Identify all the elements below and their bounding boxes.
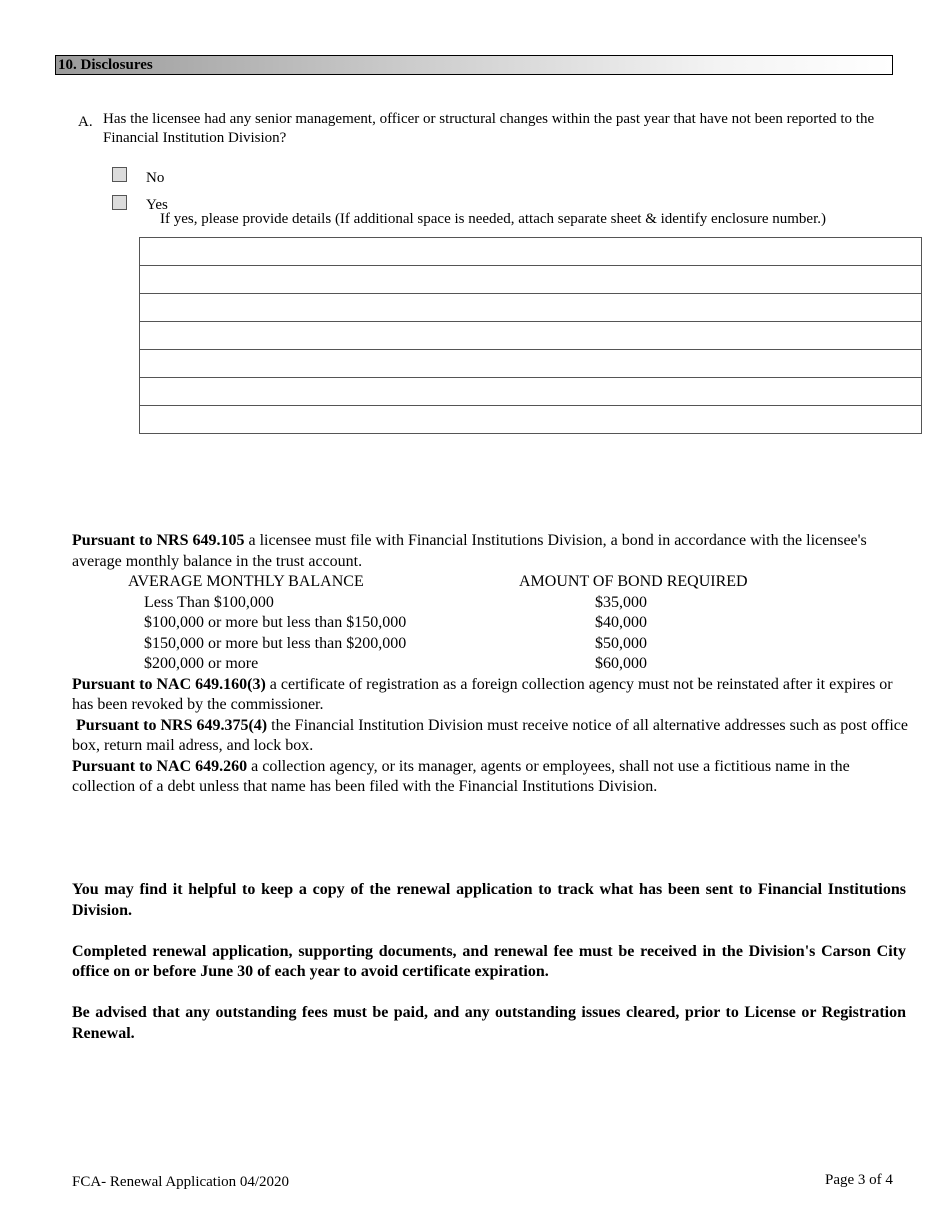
nac-649-160-paragraph: Pursuant to NAC 649.160(3) a certificate of registration as a foreign collection agency must not be reinstated after it expires or has been revoked by the commissioner. (72, 675, 893, 713)
note-outstanding-fees: Be advised that any outstanding fees must be paid, and any outstanding issues cleared, prior to License or Registration Renewal. (72, 1004, 906, 1042)
nrs-649-375-paragraph: Pursuant to NRS 649.375(4) the Financial Institution Division must receive notice of all alternative addresses such as post office box, return mail adress, and lock box. (72, 716, 908, 754)
bond-balance-cell: Less Than $100,000 (144, 593, 274, 611)
details-line[interactable] (140, 266, 921, 294)
details-line[interactable] (140, 238, 921, 266)
bond-amount-cell: $60,000 (595, 655, 647, 672)
bond-header-amount: AMOUNT OF BOND REQUIRED (519, 573, 748, 590)
page-number: Page 3 of 4 (825, 1172, 893, 1188)
yes-checkbox[interactable] (112, 195, 127, 210)
renewal-notes (72, 880, 906, 1065)
question-text: Has the licensee had any senior management, officer or structural changes within the past year that have not been reported to the Financial Institution Division? (103, 111, 875, 146)
bond-balance-cell: $150,000 or more but less than $200,000 (144, 634, 407, 652)
no-checkbox[interactable] (112, 167, 127, 182)
details-line[interactable] (140, 294, 921, 322)
details-line[interactable] (140, 350, 921, 378)
no-label: No (146, 170, 165, 186)
bond-header-balance: AVERAGE MONTHLY BALANCE (128, 573, 364, 590)
bond-amount-cell: $35,000 (595, 593, 647, 611)
bond-balance-cell: $100,000 or more but less than $150,000 (144, 614, 407, 631)
details-line[interactable] (140, 378, 921, 406)
section-title: 10. Disclosures (55, 55, 893, 75)
bond-amount-cell: $40,000 (595, 614, 647, 631)
bond-table (72, 572, 912, 675)
nrs-649-105-paragraph: Pursuant to NRS 649.105 a licensee must file with Financial Institutions Division, a bond in accordance with the licensee's average monthly balance in the trust account. (72, 532, 867, 570)
bond-balance-cell: $200,000 or more (144, 655, 259, 672)
details-line[interactable] (140, 322, 921, 350)
regulation-info (72, 531, 912, 798)
details-text-area[interactable] (139, 237, 922, 434)
note-deadline: Completed renewal application, supporting documents, and renewal fee must be received in the Division's Carson City office on or before June 30 of each year to avoid certificate expiration. (72, 942, 906, 980)
question-letter: A. (78, 114, 93, 130)
bond-amount-cell: $50,000 (595, 634, 647, 652)
details-line[interactable] (140, 406, 921, 433)
yes-detail-instruction: If yes, please provide details (If additional space is needed, attach separate sheet & identify enclosure number.) (160, 211, 826, 227)
form-identifier: FCA- Renewal Application 04/2020 (72, 1174, 290, 1190)
yes-label: Yes (146, 197, 168, 213)
nac-649-260-paragraph: Pursuant to NAC 649.260 a collection agency, or its manager, agents or employees, shall not use a fictitious name in the collection of a debt unless that name has been filed with the Financial Institutions Division. (72, 757, 850, 795)
note-keep-copy: You may find it helpful to keep a copy of the renewal application to track what has been sent to Financial Institutions Division. (72, 881, 906, 919)
